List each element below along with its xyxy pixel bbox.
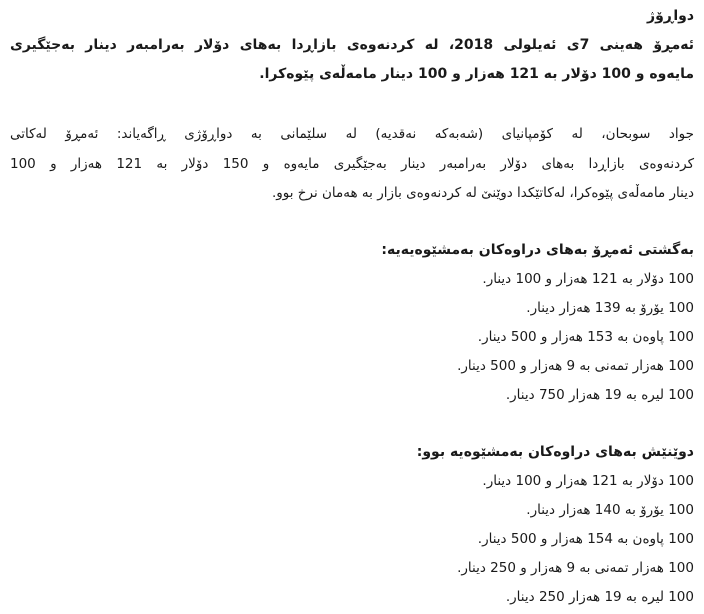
yesterday-heading: دوێنێش بەهای دراوەکان بەمشێوەیە بوو:	[416, 444, 694, 460]
yesterday-rate-item: 100 یۆرۆ بە 140 هەزار دینار.	[526, 502, 694, 518]
lead-line-1: ئەمڕۆ هەینی 7ی ئەیلولی 2018، لە کردنەوەی بازاڕدا بەهای دۆلار بەرامبەر دینار بەجێگیری	[10, 37, 695, 53]
yesterday-rate-item: 100 هەزار تمەنی بە 9 هەزار و 250 دینار.	[457, 560, 694, 576]
yesterday-rate-item: 100 پاوەن بە 154 هەزار و 500 دینار.	[477, 531, 694, 547]
today-rate-item: 100 یۆرۆ بە 139 هەزار دینار.	[526, 300, 694, 316]
today-heading: بەگشتی ئەمڕۆ بەهای دراوەکان بەمشێوەیەیە:	[381, 242, 694, 258]
today-rate-item: 100 هەزار تمەنی بە 9 هەزار و 500 دینار.	[457, 358, 694, 374]
intro-line-2: کردنەوەی بازاڕدا بەهای دۆلار بەرامبەر دینار بەجێگیری مایەوە و 150 دۆلار بە 121 هەزار و 100	[10, 156, 694, 172]
today-rate-item: 100 لیرە بە 19 هەزار 750 دینار.	[505, 387, 694, 403]
yesterday-rate-item: 100 لیرە بە 19 هەزار 250 دینار.	[505, 589, 694, 605]
today-rate-item: 100 دۆلار بە 121 هەزار و 100 دینار.	[482, 271, 694, 287]
source-title: دواڕۆژ	[647, 8, 694, 24]
intro-line-3: دینار مامەڵەی پێوەکرا، لەکاتێکدا دوێنێ لە کردنەوەی بازار بە هەمان نرخ بوو.	[271, 185, 694, 201]
yesterday-rate-item: 100 دۆلار بە 121 هەزار و 100 دینار.	[482, 473, 694, 489]
lead-line-2: مایەوە و 100 دۆلار بە 121 هەزار و 100 دینار مامەڵەی پێوەکرا.	[259, 66, 694, 82]
intro-line-1: جواد سوبحان، لە کۆمپانیای (شەبەکە نەقدیە) لە سلێمانی بە دواڕۆژی ڕاگەیاند: ئەمڕۆ لەکاتی	[10, 126, 694, 142]
today-rate-item: 100 پاوەن بە 153 هەزار و 500 دینار.	[477, 329, 694, 345]
